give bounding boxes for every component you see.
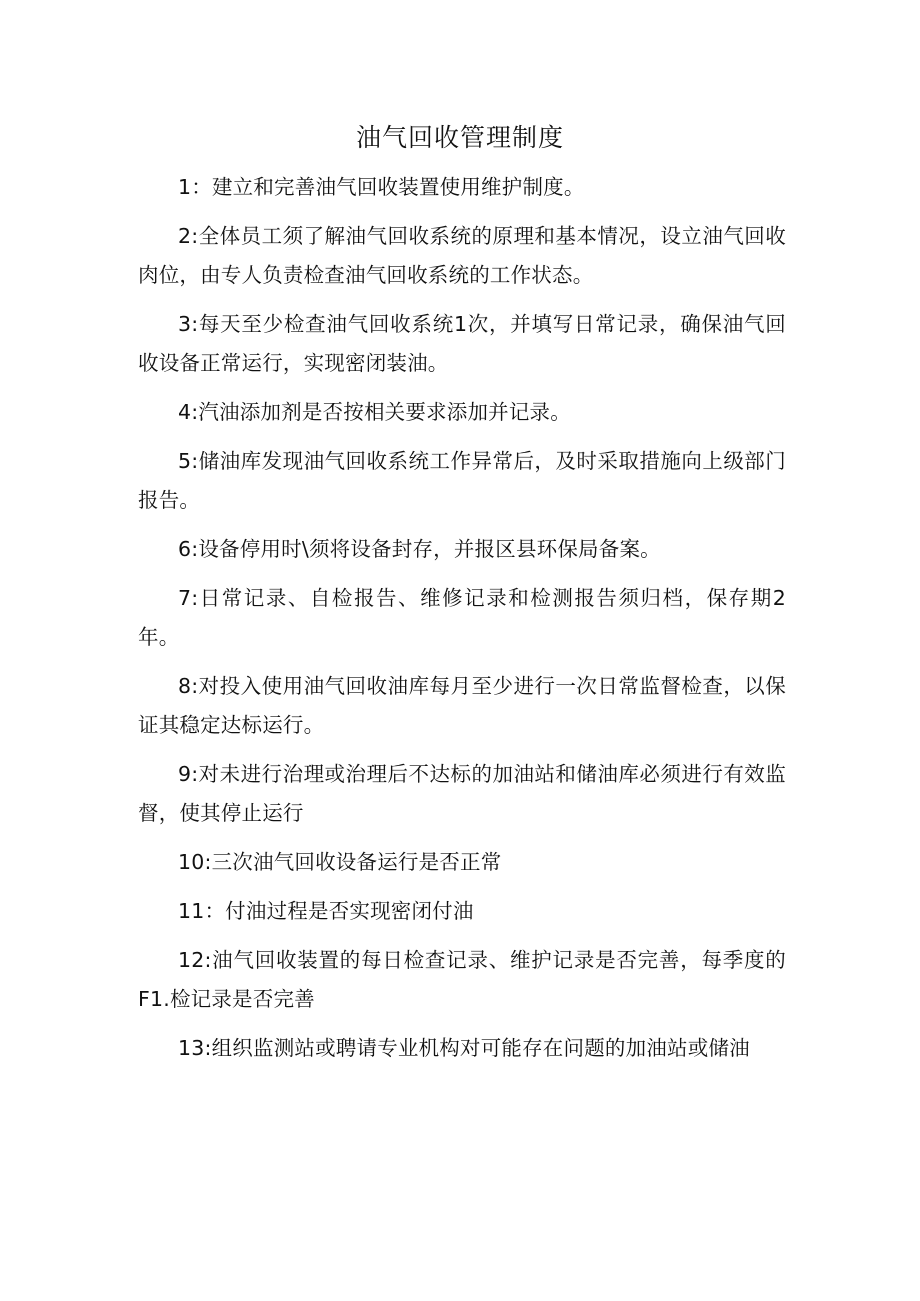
rule-item-4: 4:汽油添加剂是否按相关要求添加并记录。 (178, 400, 571, 424)
rule-item-10: 10:三次油气回收设备运行是否正常 (178, 850, 502, 874)
rule-item-7: 7:日常记录、自检报告、维修记录和检测报告须归档，保存期2年。 (138, 586, 786, 649)
rule-item-6: 6:设备停用时\须将设备封存，并报区县环保局备案。 (178, 537, 661, 561)
rule-item-13: 13:组织监测站或聘请专业机构对可能存在问题的加油站或储油 (178, 1036, 750, 1060)
rule-item-1: 1：建立和完善油气回收装置使用维护制度。 (178, 175, 585, 199)
rule-item-11: 11：付油过程是否实现密闭付油 (178, 899, 474, 923)
rule-item-12: 12:油气回收装置的每日检查记录、维护记录是否完善，每季度的F1.检记录是否完善 (138, 948, 786, 1011)
rule-item-8: 8:对投入使用油气回收油库每月至少进行一次日常监督检查，以保证其稳定达标运行。 (138, 674, 786, 737)
document-title: 油气回收管理制度 (355, 123, 564, 152)
rule-list (138, 168, 786, 1078)
rule-item-9: 9:对未进行治理或治理后不达标的加油站和储油库必须进行有效监督，使其停止运行 (138, 762, 786, 825)
rule-item-5: 5:储油库发现油气回收系统工作异常后，及时采取措施向上级部门报告。 (138, 449, 786, 512)
rule-item-3: 3:每天至少检查油气回收系统1次，并填写日常记录，确保油气回收设备正常运行，实现密闭装油。 (138, 312, 786, 375)
rule-item-2: 2:全体员工须了解油气回收系统的原理和基本情况，设立油气回收肉位，由专人负责检查油气回收系统的工作状态。 (138, 224, 786, 287)
